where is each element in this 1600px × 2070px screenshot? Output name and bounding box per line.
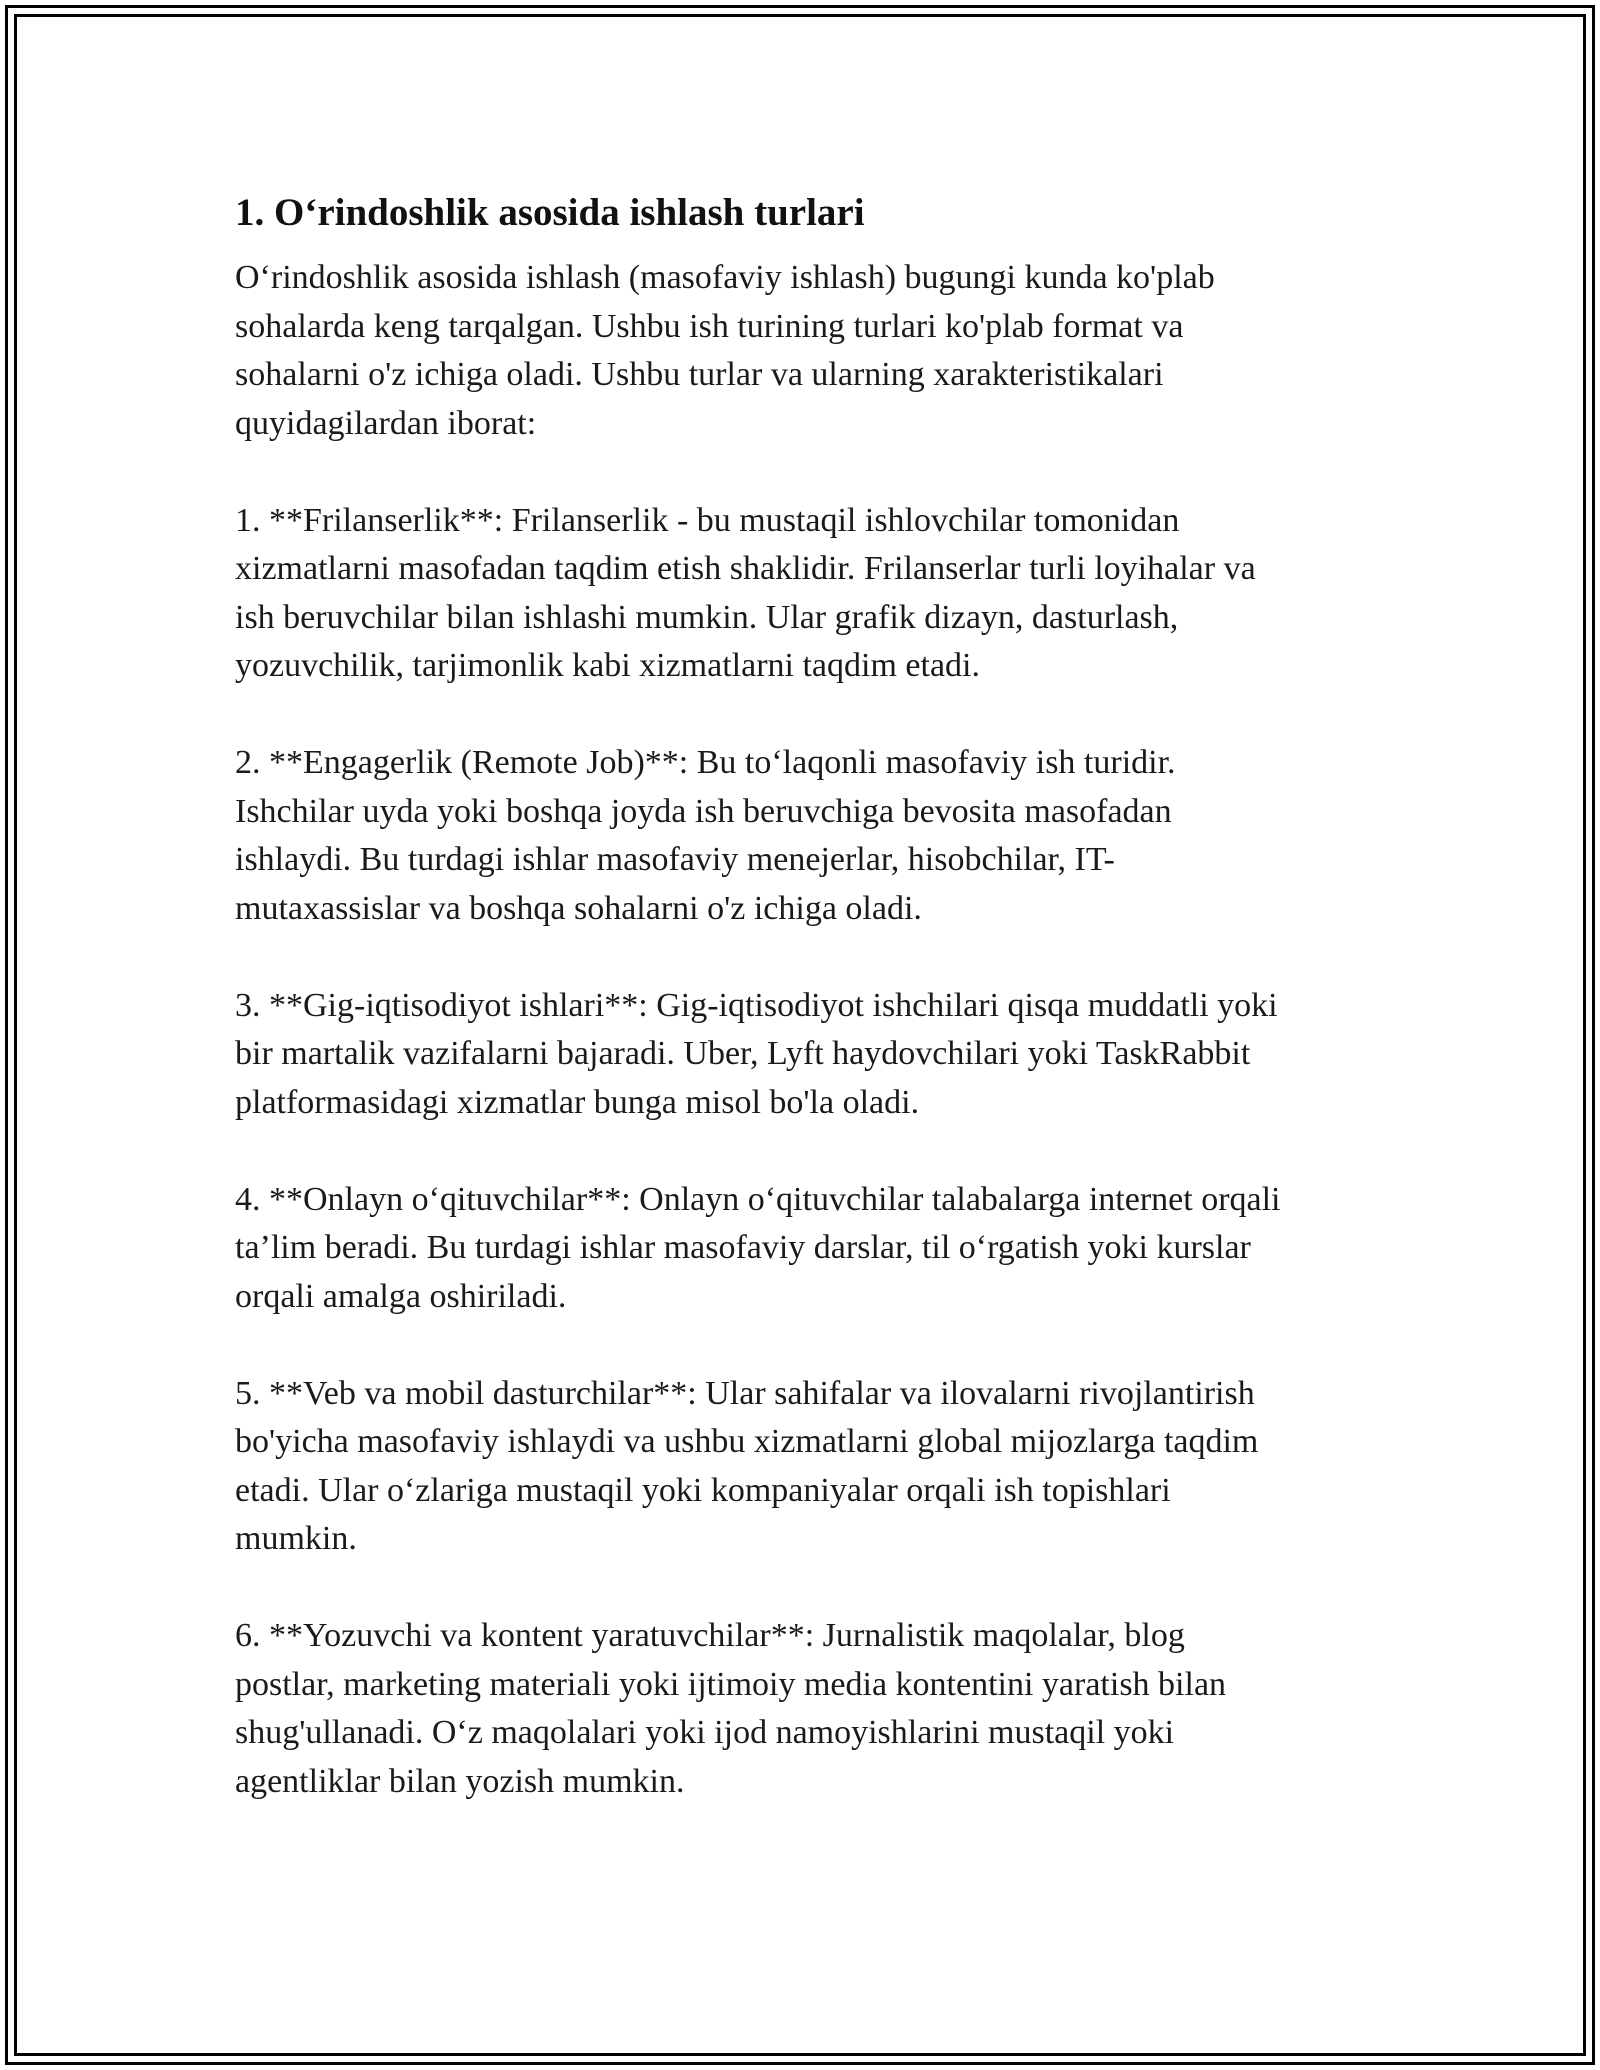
paragraph-gap [235, 691, 1380, 740]
list-item-online-teachers: 4. **Onlayn o‘qituvchilar**: Onlayn o‘qituvchilar talabalarga internet orqali ta’lim beradi. Bu turdagi ishlar masofaviy darslar, til o‘rgatish yoki kurslar orqali amalga oshiriladi. [235, 1180, 1281, 1315]
paragraph-gap [235, 1564, 1380, 1613]
list-item-remote-job: 2. **Engagerlik (Remote Job)**: Bu to‘laqonli masofaviy ish turidir. Ishchilar uyda yoki boshqa joyda ish beruvchiga bevosita masofadan ishlaydi. Bu turdagi ishlar masofaviy menejerlar, hisobchilar, IT- mutaxassislar va boshqa sohalarni o'z ichiga oladi. [235, 744, 1176, 927]
intro-paragraph: O‘rindoshlik asosida ishlash (masofaviy ishlash) bugungi kunda ko'plab sohalarda keng tarqalgan. Ushbu ish turining turlari ko'plab format va sohalarni o'z ichiga oladi. Ushbu turlar va ularning xarakteristikalari quyidagilardan iborat: [235, 259, 1215, 442]
list-item-freelancing: 1. **Frilanserlik**: Frilanserlik - bu mustaqil ishlovchilar tomonidan xizmatlarni masofadan taqdim etish shaklidir. Frilanserlar turli loyihalar va ish beruvchilar bilan ishlashi mumkin. Ular grafik dizayn, dasturlash, yozuvchilik, tarjimonlik kabi xizmatlarni taqdim etadi. [235, 501, 1256, 684]
document-body [235, 185, 1380, 1806]
list-item-gig-economy: 3. **Gig-iqtisodiyot ishlari**: Gig-iqtisodiyot ishchilari qisqa muddatli yoki bir martalik vazifalarni bajaradi. Uber, Lyft haydovchilari yoki TaskRabbit platformasidagi xizmatlar bunga misol bo'la oladi. [235, 986, 1278, 1121]
paragraph-gap [235, 448, 1380, 497]
paragraph-gap [235, 933, 1380, 982]
paragraph-gap [235, 1127, 1380, 1176]
paragraph-gap [235, 1321, 1380, 1370]
list-item-content-creators: 6. **Yozuvchi va kontent yaratuvchilar**: Jurnalistik maqolalar, blog postlar, marketing materiali yoki ijtimoiy media kontentini yaratish bilan shug'ullanadi. O‘z maqolalari yoki ijod namoyishlarini mustaqil yoki agentliklar bilan yozish mumkin. [235, 1617, 1227, 1800]
document-title: 1. O‘rindoshlik asosida ishlash turlari [235, 191, 865, 234]
list-item-developers: 5. **Veb va mobil dasturchilar**: Ular sahifalar va ilovalarni rivojlantirish bo'yicha masofaviy ishlaydi va ushbu xizmatlarni global mijozlarga taqdim etadi. Ular o‘zlariga mustaqil yoki kompaniyalar orqali ish topishlari mumkin. [235, 1374, 1259, 1557]
